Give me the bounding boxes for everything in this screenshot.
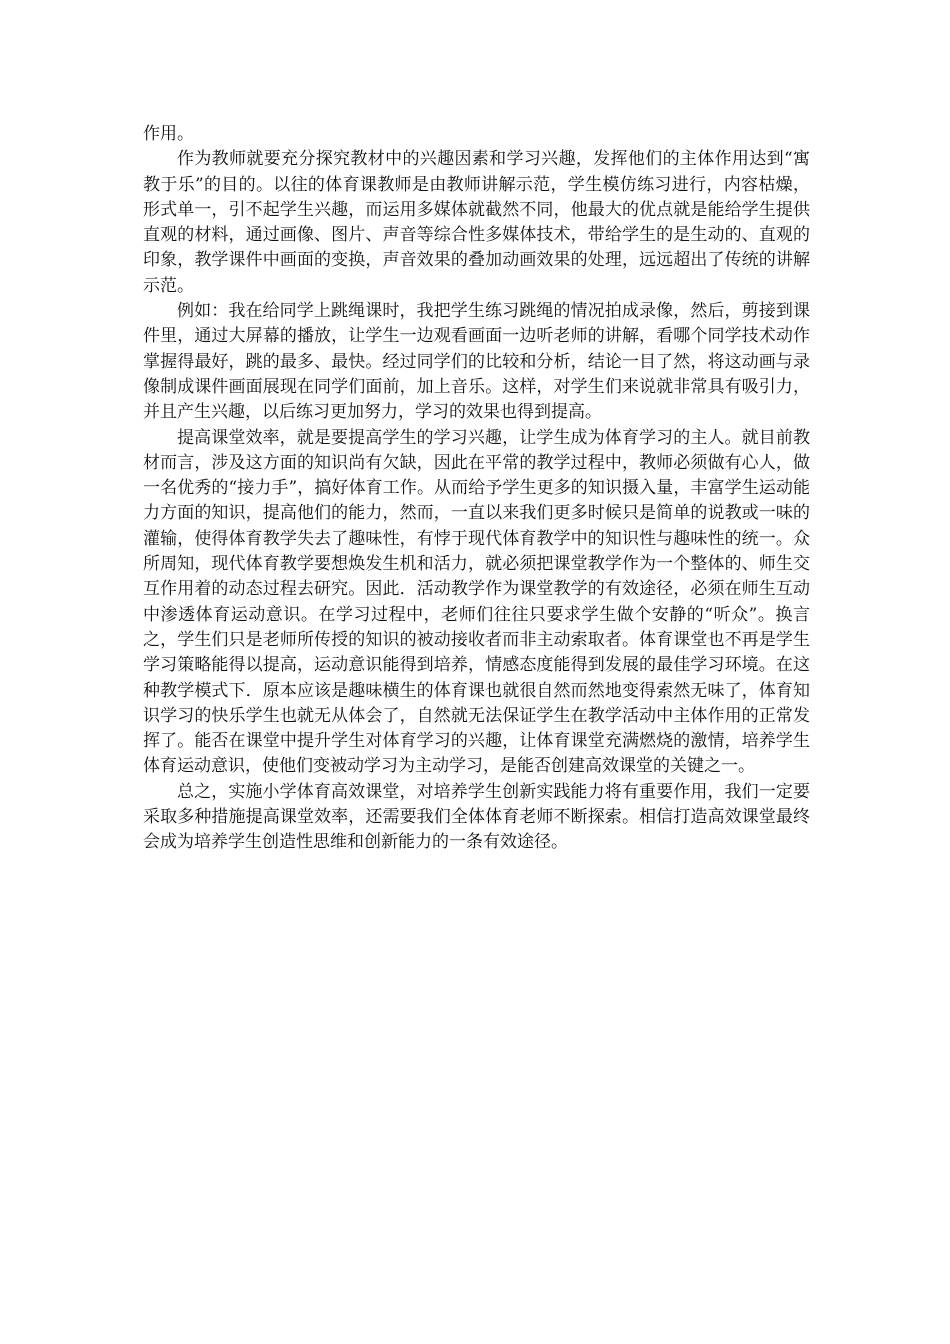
paragraph-conclusion: 总之，实施小学体育高效课堂，对培养学生创新实践能力将有重要作用，我们一定要采取多种措施提高课堂效率，还需要我们全体体育老师不断探索。相信打造高效课堂最终会成为培养学生创造性思维和创新能力的一条有效途径。 xyxy=(143,781,810,853)
paragraph-classroom-efficiency: 提高课堂效率，就是要提高学生的学习兴趣，让学生成为体育学习的主人。就目前教材而言，涉及这方面的知识尚有欠缺，因此在平常的教学过程中，教师必须做有心人，做一名优秀的“接力手”，搞好体育工作。从而给予学生更多的知识摄入量，丰富学生运动能力方面的知识，提高他们的能力，然而，一直以来我们更多时候只是简单的说教或一味的灌输，使得体育教学失去了趣味性，有悖于现代体育教学中的知识性与趣味性的统一。众所周知，现代体育教学要想焕发生机和活力，就必须把课堂教学作为一个整体的、师生交互作用着的动态过程去研究。因此．活动教学作为课堂教学的有效途径，必须在师生互动中渗透体育运动意识。在学习过程中，老师们往往只要求学生做个安静的“听众”。换言之，学生们只是老师所传授的知识的被动接收者而非主动索取者。体育课堂也不再是学生学习策略能得以提高，运动意识能得到培养，情感态度能得到发展的最佳学习环境。在这种教学模式下．原本应该是趣味横生的体育课也就很自然而然地变得索然无味了，体育知识学习的快乐学生也就无从体会了，自然就无法保证学生在教学活动中主体作用的正常发挥了。能否在课堂中提升学生对体育学习的兴趣，让体育课堂充满燃烧的激情，培养学生体育运动意识，使他们变被动学习为主动学习，是能否创建高效课堂的关键之一。 xyxy=(143,427,810,777)
paragraph-rope-skipping-example: 例如：我在给同学上跳绳课时，我把学生练习跳绳的情况拍成录像，然后，剪接到课件里，通过大屏幕的播放，让学生一边观看画面一边听老师的讲解，看哪个同学技术动作掌握得最好，跳的最多、最快。经过同学们的比较和分析，结论一目了然，将这动画与录像制成课件画面展现在同学们面前，加上音乐。这样，对学生们来说就非常具有吸引力，并且产生兴趣，以后练习更加努力，学习的效果也得到提高。 xyxy=(143,301,810,423)
document-body xyxy=(143,122,810,856)
paragraph-continuation: 作用。 xyxy=(143,124,194,144)
paragraph-multimedia-advantage: 作为教师就要充分探究教材中的兴趣因素和学习兴趣，发挥他们的主体作用达到“寓教于乐”的目的。以往的体育课教师是由教师讲解示范，学生模仿练习进行，内容枯燥，形式单一，引不起学生兴趣，而运用多媒体就截然不同，他最大的优点就是能给学生提供直观的材料，通过画像、图片、声音等综合性多媒体技术，带给学生的是生动的、直观的印象，教学课件中画面的变换，声音效果的叠加动画效果的处理，远远超出了传统的讲解示范。 xyxy=(143,149,810,296)
